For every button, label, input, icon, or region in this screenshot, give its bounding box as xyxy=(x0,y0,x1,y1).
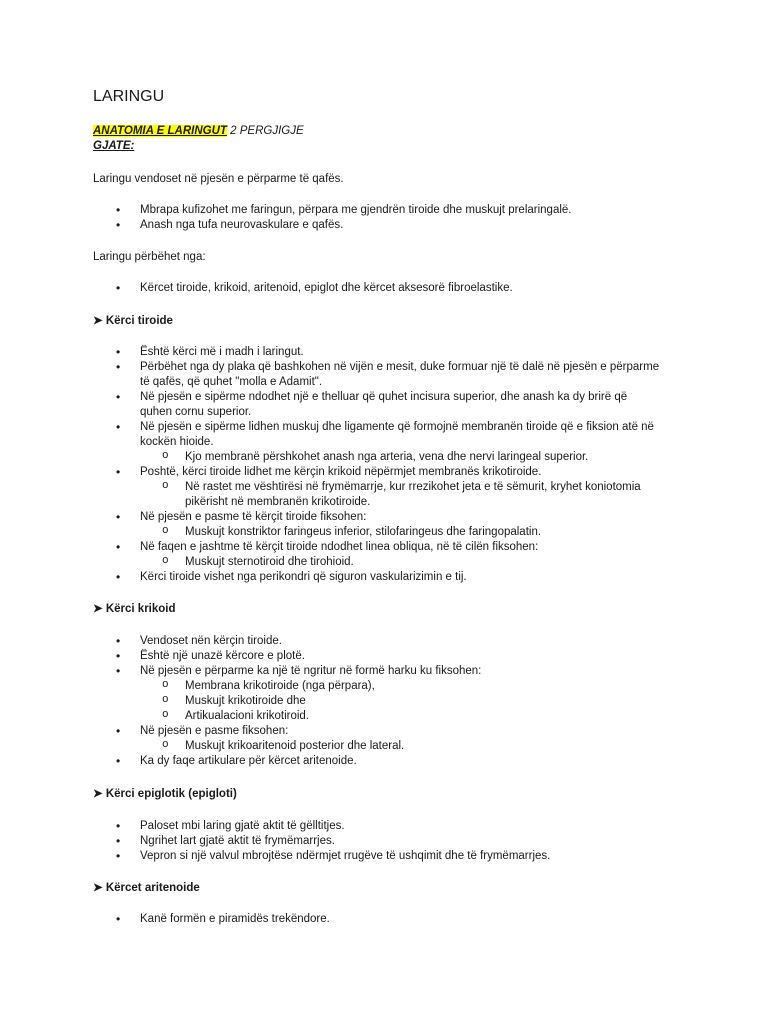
list-item-continuation: quhen cornu superior. xyxy=(140,406,252,418)
list-item: • Në pjesën e sipërme ndodhet një e thelluar që quhet incisura superior, dhe anash ka dy brirë që xyxy=(93,390,713,405)
list-item: • Poshtë, kërci tiroide lidhet me kërçin krikoid nëpërmjet membranës krikotiroide. xyxy=(93,465,713,480)
sub-list-item: o Kjo membranë përshkohet anash nga arteria, vena dhe nervi laringeal superior. xyxy=(93,450,713,465)
location-list xyxy=(93,203,713,233)
composition-list xyxy=(93,281,713,296)
tiroide-list xyxy=(93,345,713,585)
aritenoide-list xyxy=(93,912,713,927)
sub-list-item: o Muskujt konstriktor faringeus inferior, stilofaringeus dhe faringopalatin. xyxy=(93,525,713,540)
sub-list-item: o Në rastet me vështirësi në frymëmarrje, kur rrezikohet jeta e të sëmurit, kryhet koniotomia xyxy=(93,480,713,495)
epiglotik-list xyxy=(93,819,713,864)
list-item: • Vepron si një valvul mbrojtëse ndërmjet rrugëve të ushqimit dhe të frymëmarrjes. xyxy=(93,849,713,864)
list-item: • Përbëhet nga dy plaka që bashkohen në vijën e mesit, duke formuar një të dalë në pjesën e përparme xyxy=(93,360,713,375)
list-item: • Ka dy faqe artikulare për kërcet aritenoide. xyxy=(93,754,713,769)
section-heading-tiroide: ➤ Kërci tiroide xyxy=(93,315,173,327)
highlighted-subheading: ANATOMIA E LARINGUT xyxy=(93,125,227,137)
sub-list-item: o Muskujt krikoaritenoid posterior dhe lateral. xyxy=(93,739,713,754)
section-heading-krikoid: ➤ Kërci krikoid xyxy=(93,603,176,615)
list-item: • Është kërci më i madh i laringut. xyxy=(93,345,713,360)
sub-list-item: o Muskujt krikotiroide dhe xyxy=(93,694,713,709)
list-item: • Kërcet tiroide, krikoid, aritenoid, epiglot dhe kërcet aksesorë fibroelastike. xyxy=(93,281,713,296)
subheading-line2: GJATE: xyxy=(93,140,135,152)
section-heading-aritenoide: ➤ Kërcet aritenoide xyxy=(93,882,200,894)
list-item: • Në pjesën e sipërme lidhen muskuj dhe ligamente që formojnë membranën tiroide që e fiksion atë në xyxy=(93,420,713,435)
sub-list-item: o Muskujt sternotiroid dhe tirohioid. xyxy=(93,555,713,570)
sub-list-item-continuation: pikërisht në membranën krikotiroide. xyxy=(185,496,371,508)
section-heading-epiglotik: ➤ Kërci epiglotik (epigloti) xyxy=(93,788,237,800)
sub-list-item: o Artikualacioni krikotiroid. xyxy=(93,709,713,724)
document-title: LARINGU xyxy=(93,88,165,105)
list-item: • Ngrihet lart gjatë aktit të frymëmarrjes. xyxy=(93,834,713,849)
list-item: • Është një unazë kërcore e plotë. xyxy=(93,649,713,664)
subheading xyxy=(93,124,304,139)
list-item: • Në pjesën e përparme ka një të ngritur në formë harku ku fiksohen: xyxy=(93,664,713,679)
list-item: • Paloset mbi laring gjatë aktit të gëlltitjes. xyxy=(93,819,713,834)
list-item: • Vendoset nën kërçin tiroide. xyxy=(93,634,713,649)
krikoid-list xyxy=(93,634,713,769)
list-item: • Anash nga tufa neurovaskulare e qafës. xyxy=(93,218,713,233)
sub-list-item: o Membrana krikotiroide (nga përpara), xyxy=(93,679,713,694)
list-item: • Kërci tiroide vishet nga perikondri që siguron vaskularizimin e tij. xyxy=(93,570,713,585)
intro-paragraph: Laringu vendoset në pjesën e përparme të qafës. xyxy=(93,173,344,185)
list-item: • Në pjesën e pasme fiksohen: xyxy=(93,724,713,739)
list-item-continuation: kockën hioide. xyxy=(140,436,214,448)
subheading-rest: 2 PERGJIGJE xyxy=(226,125,304,137)
list-item: • Në faqen e jashtme të kërçit tiroide ndodhet linea obliqua, në të cilën fiksohen: xyxy=(93,540,713,555)
list-item: • Në pjesën e pasme të kërçit tiroide fiksohen: xyxy=(93,510,713,525)
list-item: • Kanë formën e piramidës trekëndore. xyxy=(93,912,713,927)
list-item: • Mbrapa kufizohet me faringun, përpara me gjendrën tiroide dhe muskujt prelaringalë. xyxy=(93,203,713,218)
composition-paragraph: Laringu përbëhet nga: xyxy=(93,251,206,263)
list-item-continuation: të qafës, që quhet "molla e Adamit". xyxy=(140,376,323,388)
